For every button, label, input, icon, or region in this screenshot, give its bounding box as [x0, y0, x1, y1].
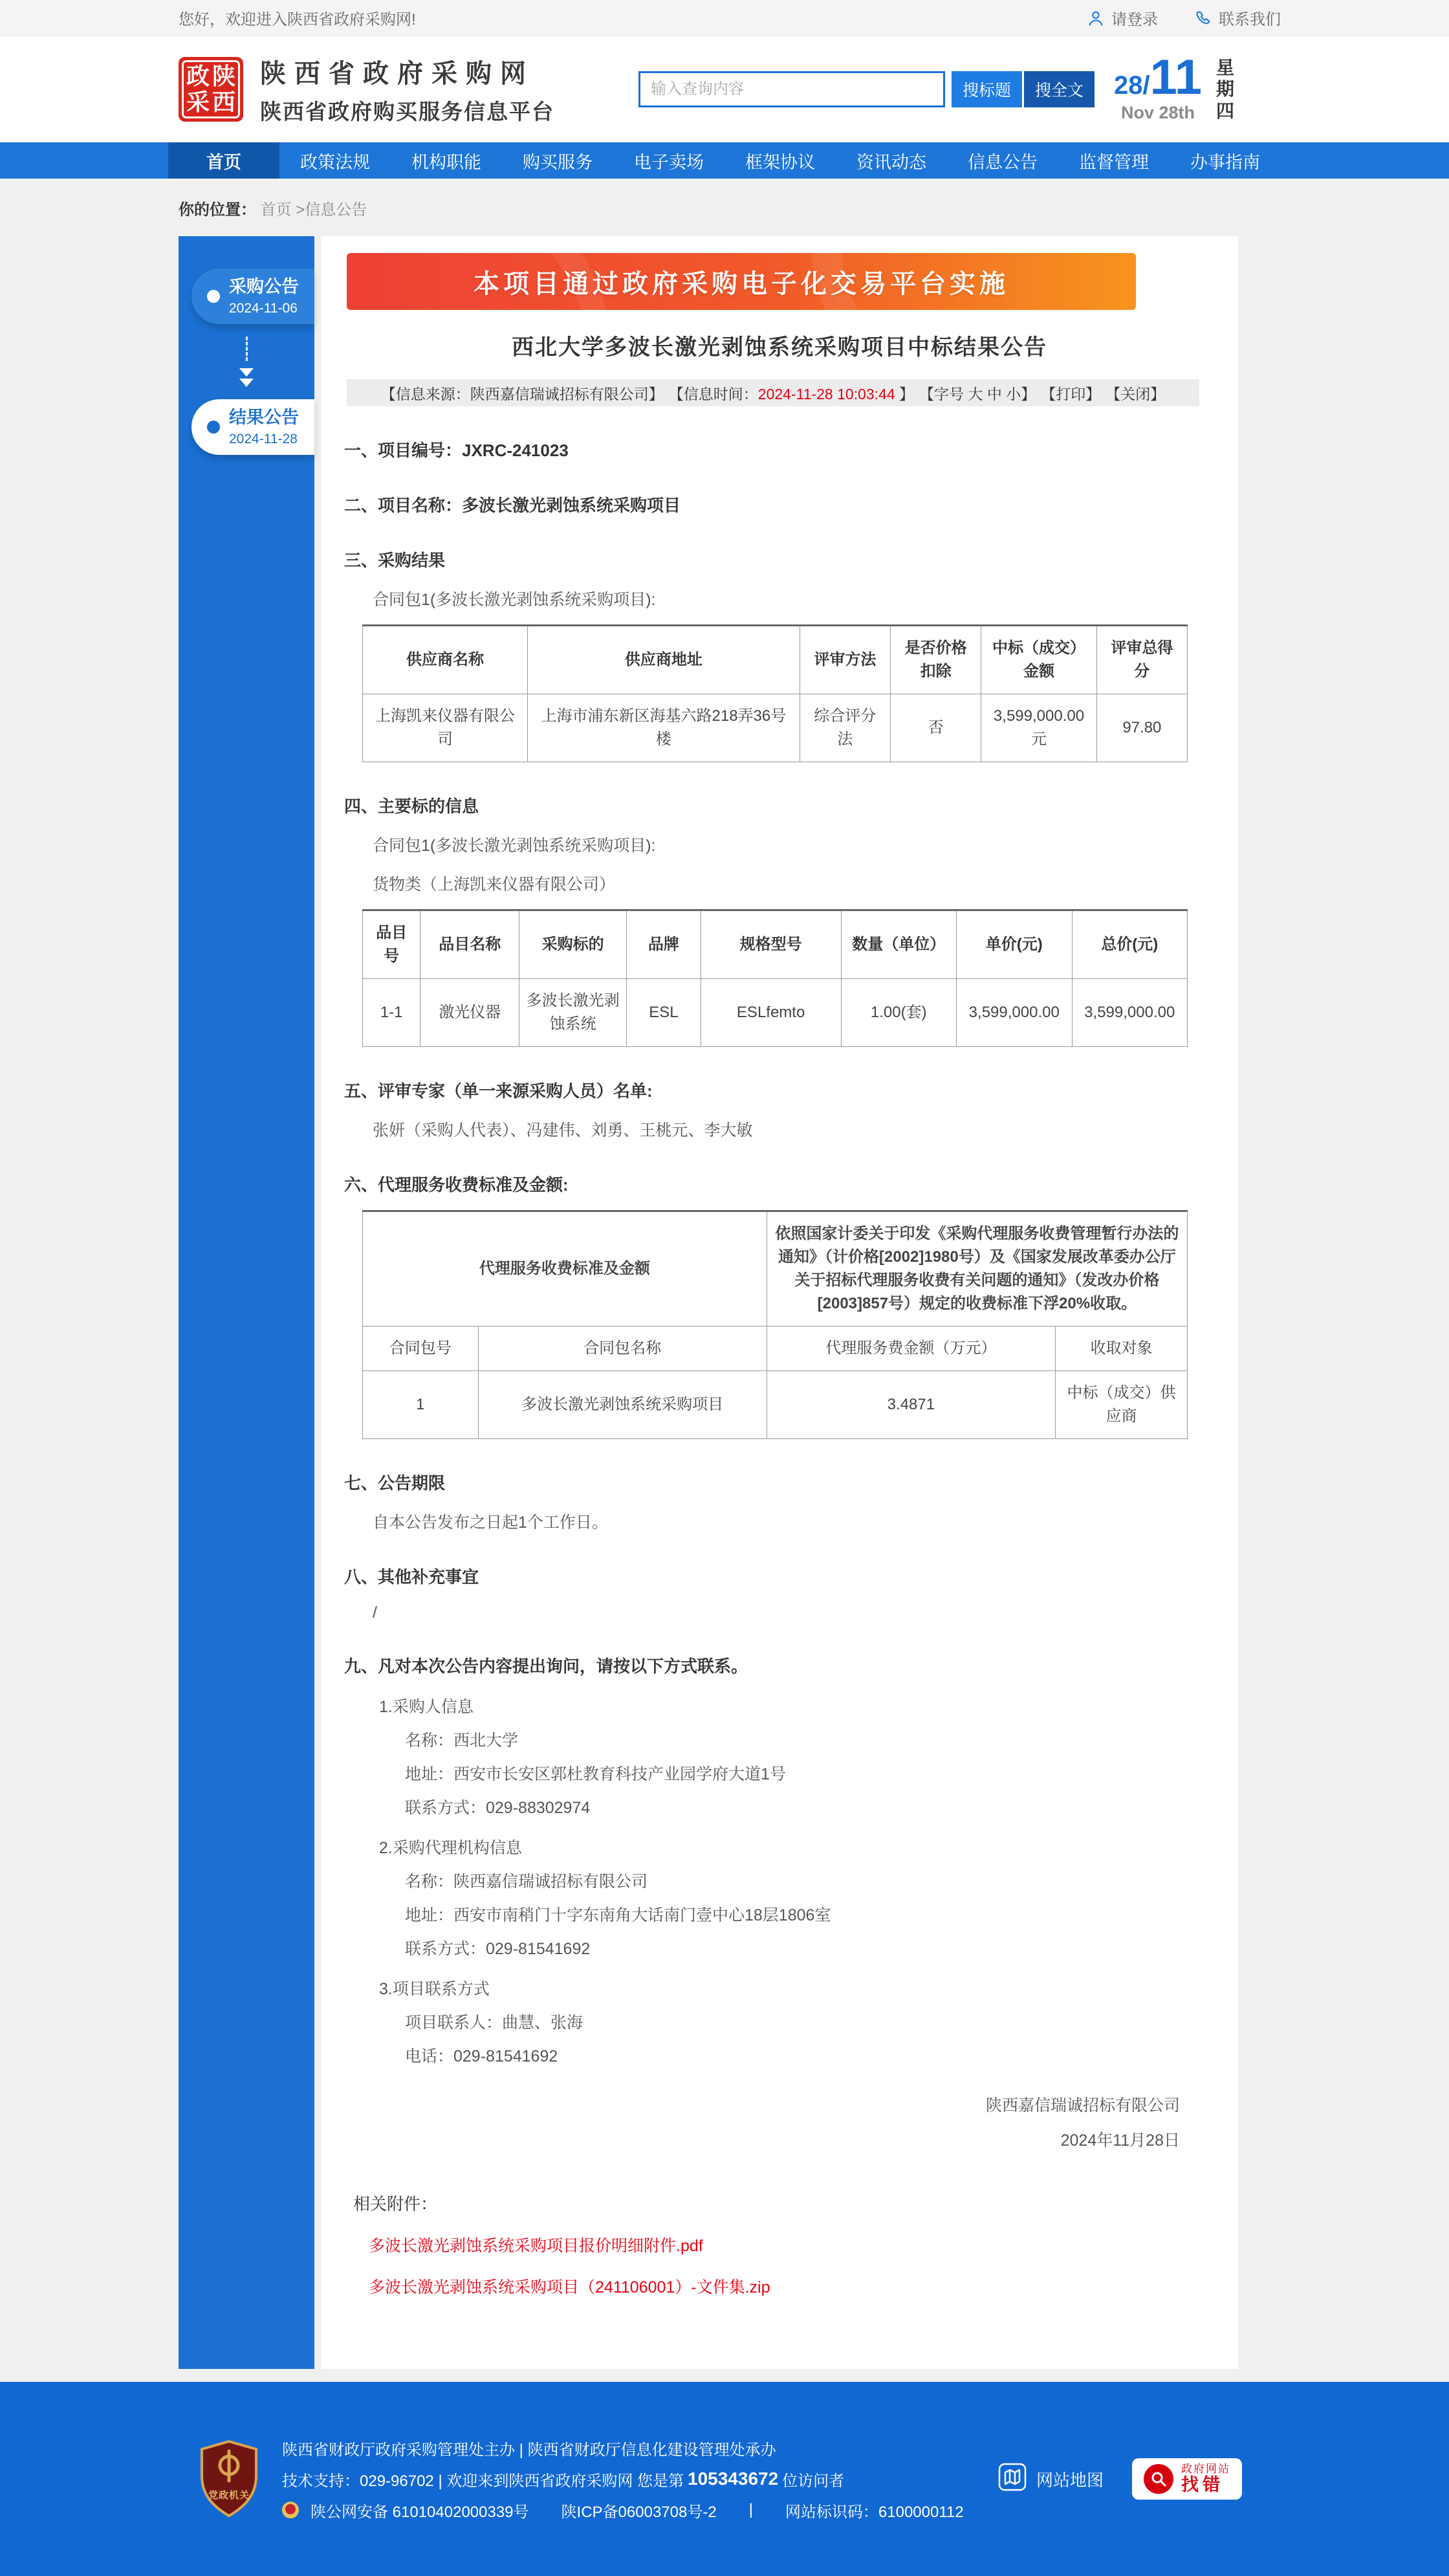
party-emblem-logo	[198, 2439, 260, 2518]
col-header: 采购标的	[519, 910, 627, 979]
brand	[179, 53, 554, 126]
footer-beian-line	[282, 2499, 964, 2522]
sitemap-label: 网站地图	[1036, 2470, 1104, 2490]
col-header: 数量（单位）	[841, 910, 957, 979]
content-area	[168, 236, 1281, 2369]
cell-quantity: 1.00(套)	[841, 979, 957, 1047]
font-size-control[interactable]: 【字号 大 中 小】	[919, 385, 1036, 402]
cell-package-name: 多波长激光剥蚀系统采购项目	[478, 1371, 767, 1439]
sidebar-item-title: 结果公告	[229, 407, 299, 427]
cell-review-method: 综合评分法	[800, 694, 890, 762]
contact-link[interactable]	[1194, 6, 1281, 29]
sitemap-link[interactable]	[997, 2462, 1104, 2496]
project-contact-phone: 电话：029-81541692	[405, 2047, 558, 2065]
project-contact-names: 项目联系人：曲慧、张海	[405, 2014, 583, 2032]
nav-item-framework[interactable]: 框架协议	[745, 152, 815, 172]
cell-supplier-name: 上海凯来仪器有限公司	[363, 694, 528, 762]
result-table	[362, 624, 1188, 762]
sidebar-item-title: 采购公告	[229, 277, 299, 296]
login-link[interactable]	[1087, 6, 1158, 29]
nav-item-policies[interactable]: 政策法规	[300, 152, 370, 172]
section-procurement-result: 三、采购结果	[344, 551, 446, 570]
banner-text: 本项目通过政府采购电子化交易平台实施	[474, 269, 1009, 298]
login-label: 请登录	[1111, 11, 1158, 28]
search-bar	[638, 71, 1095, 107]
sidebar-item-date: 2024-11-28	[229, 431, 298, 446]
section-contact: 九、凡对本次公告内容提出询问，请按以下方式联系。	[344, 1657, 748, 1676]
logo-char: 政	[186, 63, 210, 89]
section-agency-fee: 六、代理服务收费标准及金额:	[344, 1175, 569, 1194]
attachments-label: 相关附件：	[353, 2194, 438, 2214]
buyer-address: 地址：西安市长安区郭杜教育科技产业园学府大道1号	[405, 1765, 786, 1783]
section-other-matters: 八、其他补充事宜	[344, 1567, 479, 1587]
error-report-badge[interactable]	[1132, 2458, 1242, 2500]
public-security-beian-link[interactable]: 陕公网安备 61010402000339号	[310, 2503, 529, 2521]
flow-arrow-icon	[179, 324, 314, 399]
col-header: 评审总得分	[1096, 626, 1187, 694]
cell-brand: ESL	[627, 979, 701, 1047]
cell-fee-standard-text: 依照国家计委关于印发《采购代理服务收费管理暂行办法的通知》（计价格[2002]1980号）及《国家发展改革委办公厅关于招标代理服务收费有关问题的通知》（发改办价格[2003]857号）规定的收费标准下浮20%收取。	[767, 1211, 1187, 1327]
col-header: 合同包号	[363, 1327, 479, 1371]
sidebar-item-date: 2024-11-06	[229, 300, 298, 316]
contact-label: 联系我们	[1219, 11, 1281, 28]
other-matters-text: /	[373, 1603, 377, 1622]
col-header: 收取对象	[1056, 1327, 1188, 1371]
footer-visitors-line: 技术支持：029-96702 | 欢迎来到陕西省政府采购网 您是第 105343672 位访问者	[282, 2469, 845, 2490]
timeline-sidebar	[179, 236, 314, 2369]
print-button[interactable]: 【打印】	[1041, 385, 1101, 402]
nav-item-announcements[interactable]: 信息公告	[968, 152, 1038, 172]
col-header: 合同包名称	[478, 1327, 767, 1371]
magnifier-icon	[1144, 2464, 1173, 2494]
section-experts: 五、评审专家（单一来源采购人员）名单:	[344, 1081, 653, 1101]
col-header: 品牌	[627, 910, 701, 979]
package-label: 合同包1(多波长激光剥蚀系统采购项目):	[373, 837, 656, 855]
date-day: 28/	[1114, 71, 1150, 100]
col-header: 评审方法	[800, 626, 890, 694]
agency-info-title: 2.采购代理机构信息	[379, 1839, 522, 1857]
col-header: 规格型号	[701, 910, 841, 979]
breadcrumb-current: >信息公告	[296, 201, 367, 219]
table-header-row	[363, 1327, 1188, 1371]
cell-award-amount: 3,599,000.00元	[981, 694, 1097, 762]
user-icon	[1087, 9, 1105, 27]
items-table	[362, 909, 1188, 1047]
phone-icon	[1194, 9, 1212, 27]
table-row	[363, 694, 1188, 762]
buyer-name: 名称：西北大学	[405, 1732, 519, 1750]
nav-item-e-market[interactable]: 电子卖场	[634, 152, 704, 172]
close-button[interactable]: 【关闭】	[1106, 385, 1166, 402]
nav-item-guide[interactable]: 办事指南	[1190, 152, 1260, 172]
badge-bottom-text: 找错	[1181, 2474, 1224, 2494]
col-header: 品目号	[363, 910, 420, 979]
meta-time-value: 2024-11-28 10:03:44	[757, 385, 895, 402]
attachment-link-zip[interactable]: 多波长激光剥蚀系统采购项目（241106001）-文件集.zip	[369, 2278, 770, 2296]
agency-address: 地址：西安市南稍门十字东南角大话南门壹中心18层1806室	[405, 1906, 831, 1924]
col-header: 总价(元)	[1072, 910, 1188, 979]
attachment-link-pdf[interactable]: 多波长激光剥蚀系统采购项目报价明细附件.pdf	[369, 2237, 703, 2255]
cell-fee-amount: 3.4871	[767, 1371, 1055, 1439]
agency-fee-table	[362, 1210, 1188, 1439]
cell-fee-standard-label: 代理服务收费标准及金额	[363, 1211, 767, 1327]
site-subtitle: 陕西省政府购买服务信息平台	[260, 100, 554, 124]
buyer-info-title: 1.采购人信息	[379, 1698, 474, 1716]
table-row	[363, 1211, 1188, 1327]
site-logo[interactable]	[179, 57, 243, 122]
nav-item-functions[interactable]: 机构职能	[411, 152, 481, 172]
section-main-subject: 四、主要标的信息	[344, 797, 479, 816]
cell-subject: 多波长激光剥蚀系统	[519, 979, 627, 1047]
search-input[interactable]	[638, 71, 945, 107]
sitemap-icon	[997, 2462, 1027, 2496]
cell-total-score: 97.80	[1096, 694, 1187, 762]
site-title: 陕西省政府采购网	[260, 60, 534, 88]
visitor-count: 105343672	[688, 2469, 779, 2489]
agency-name: 名称：陕西嘉信瑞诚招标有限公司	[405, 1873, 648, 1891]
top-bar	[0, 0, 1449, 36]
date-english: Nov 28th	[1121, 103, 1195, 122]
cell-supplier-address: 上海市浦东新区海基六路218弄36号楼	[528, 694, 800, 762]
cell-fee-payer: 中标（成交）供应商	[1056, 1371, 1188, 1439]
breadcrumb	[168, 179, 1281, 236]
table-row	[363, 979, 1188, 1047]
footer-organizer-line: 陕西省财政厅政府采购管理处主办 | 陕西省财政厅信息化建设管理处承办	[282, 2441, 776, 2459]
sidebar-item-result-notice[interactable]	[191, 399, 314, 455]
table-header-row	[363, 910, 1188, 979]
nav-item-supervision[interactable]: 监督管理	[1079, 152, 1149, 172]
announcement-period-text: 自本公告发布之日起1个工作日。	[373, 1514, 608, 1532]
divider: |	[748, 2501, 753, 2518]
col-header: 供应商地址	[528, 626, 800, 694]
emblem-label: 党政机关	[208, 2490, 250, 2501]
cell-item-no: 1-1	[363, 979, 420, 1047]
category-label: 货物类（上海凯来仪器有限公司）	[373, 875, 616, 894]
cell-item-name: 激光仪器	[420, 979, 519, 1047]
dot-icon	[207, 421, 220, 434]
site-header	[0, 36, 1449, 142]
cell-total-price: 3,599,000.00	[1072, 979, 1188, 1047]
site-code: 网站标识码：6100000112	[785, 2503, 964, 2521]
section-project-name: 二、项目名称：多波长激光剥蚀系统采购项目	[344, 496, 681, 515]
sidebar-item-procurement-notice[interactable]	[191, 269, 314, 324]
meta-time: 【信息时间：2024-11-28 10:03:44 】	[668, 385, 915, 402]
dot-icon	[207, 290, 220, 303]
footer	[0, 2382, 1449, 2576]
page-title: 西北大学多波长激光剥蚀系统采购项目中标结果公告	[512, 335, 1047, 360]
main-nav	[0, 142, 1449, 179]
icp-beian-link[interactable]: 陕ICP备06003708号-2	[561, 2503, 717, 2521]
search-fulltext-button[interactable]: 搜全文	[1024, 71, 1095, 107]
badge-top-text: 政府网站	[1181, 2462, 1230, 2475]
nav-item-home[interactable]: 首页	[168, 142, 279, 179]
col-header: 品目名称	[420, 910, 519, 979]
date-weekday: 星期四	[1216, 57, 1235, 121]
nav-item-news[interactable]: 资讯动态	[856, 152, 926, 172]
breadcrumb-home-link[interactable]: 首页	[260, 201, 292, 219]
col-header: 是否价格扣除	[891, 626, 981, 694]
nav-item-purchase-services[interactable]: 购买服务	[523, 152, 593, 172]
police-badge-icon	[282, 2502, 299, 2518]
col-header: 单价(元)	[957, 910, 1073, 979]
cell-price-deduction: 否	[891, 694, 981, 762]
agency-phone: 联系方式：029-81541692	[405, 1940, 591, 1958]
signature-company: 陕西嘉信瑞诚招标有限公司	[985, 2097, 1180, 2115]
table-row	[363, 1371, 1188, 1439]
col-header: 中标（成交）金额	[981, 626, 1097, 694]
cell-unit-price: 3,599,000.00	[957, 979, 1073, 1047]
signature-date: 2024年11月28日	[1060, 2131, 1180, 2150]
col-header: 供应商名称	[363, 626, 528, 694]
package-label: 合同包1(多波长激光剥蚀系统采购项目):	[373, 591, 656, 609]
section-project-number: 一、项目编号：JXRC-241023	[344, 441, 569, 460]
article-panel	[321, 236, 1238, 2369]
meta-source: 【信息来源：陕西嘉信瑞诚招标有限公司】	[380, 385, 664, 402]
e-platform-banner	[347, 253, 1136, 310]
table-header-row	[363, 626, 1188, 694]
expert-names: 张妍（采购人代表）、冯建伟、刘勇、王桃元、李大敏	[373, 1121, 753, 1139]
date-widget	[1114, 50, 1236, 123]
col-header: 代理服务费金额（万元）	[767, 1327, 1055, 1371]
breadcrumb-label: 你的位置：	[179, 201, 256, 219]
project-contact-title: 3.项目联系方式	[379, 1980, 490, 1998]
article-meta	[347, 379, 1199, 406]
logo-char: 西	[212, 89, 235, 115]
logo-char: 采	[186, 89, 210, 115]
buyer-phone: 联系方式：029-88302974	[405, 1799, 591, 1817]
date-month: 11	[1149, 50, 1202, 105]
logo-char: 陕	[212, 63, 235, 89]
cell-package-no: 1	[363, 1371, 479, 1439]
welcome-text: 您好，欢迎进入陕西省政府采购网!	[179, 11, 416, 28]
search-title-button[interactable]: 搜标题	[952, 71, 1022, 107]
section-announcement-period: 七、公告期限	[344, 1473, 446, 1493]
cell-model: ESLfemto	[701, 979, 841, 1047]
